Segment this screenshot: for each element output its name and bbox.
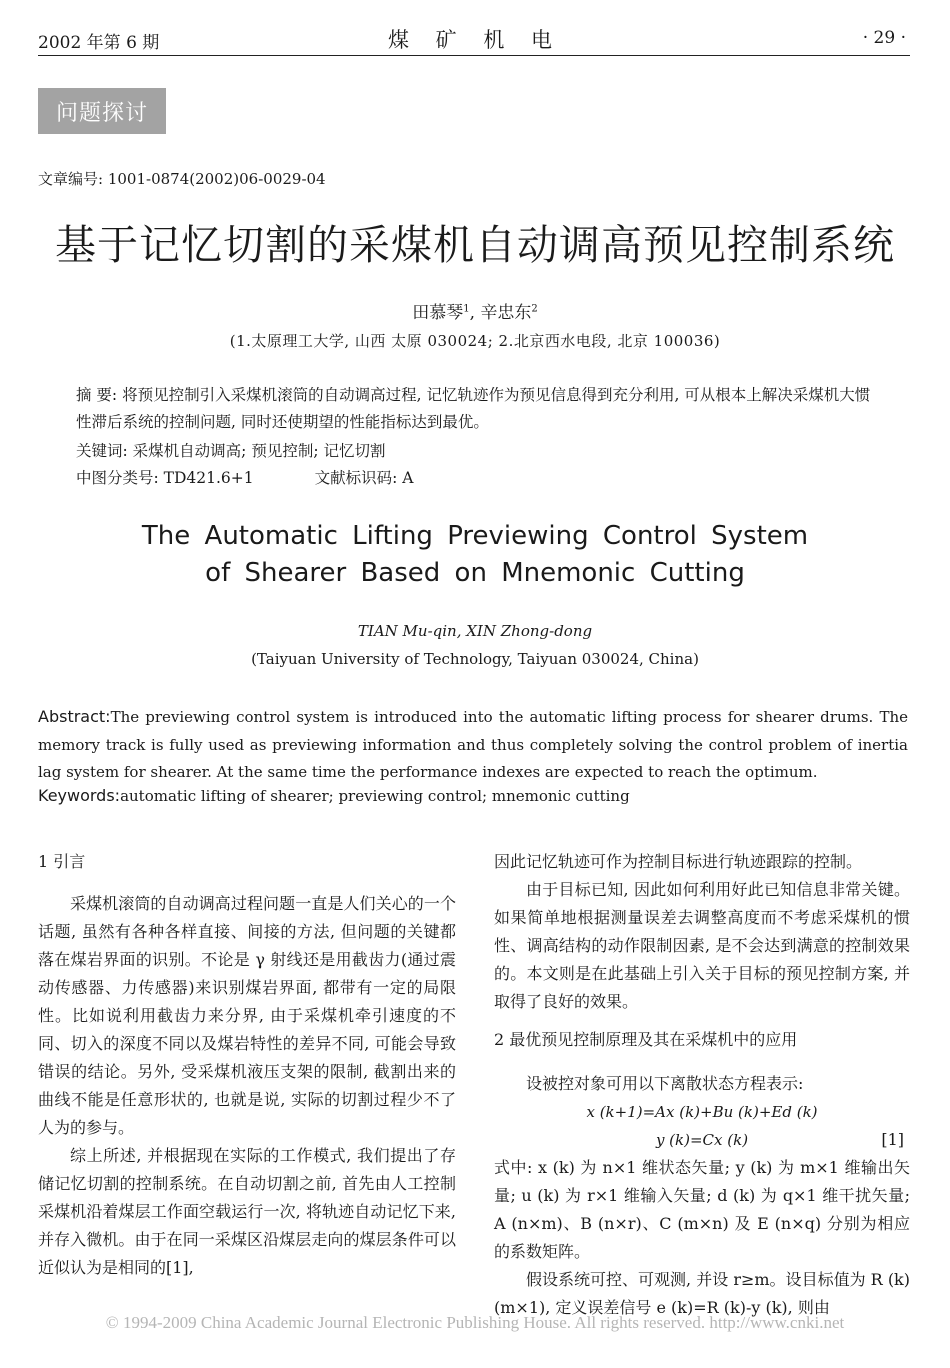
clc-number: 中图分类号: TD421.6+1 bbox=[76, 469, 254, 487]
page-number: · 29 · bbox=[862, 28, 906, 48]
section-1-heading: 1 引言 bbox=[38, 852, 86, 871]
header-rule bbox=[38, 55, 910, 56]
equation-2: y (k)=Cx (k) bbox=[655, 1131, 749, 1149]
author-1-sup: 1 bbox=[463, 303, 470, 315]
right-column bbox=[494, 848, 910, 1322]
affiliation: (1.太原理工大学, 山西 太原 030024; 2.北京西水电段, 北京 100036) bbox=[229, 332, 721, 350]
copyright-footer: © 1994-2009 China Academic Journal Electronic Publishing House. All rights reserved. http://www.cnki.net bbox=[105, 1313, 845, 1332]
keywords-cn-text: 采煤机自动调高; 预见控制; 记忆切割 bbox=[132, 442, 386, 460]
right-para-4: 设被控对象可用以下离散状态方程表示: bbox=[526, 1074, 804, 1093]
right-para-cont: 因此记忆轨迹可作为控制目标进行轨迹跟踪的控制。 bbox=[494, 852, 863, 871]
english-abstract-label: Abstract: bbox=[38, 707, 111, 726]
left-para-1: 采煤机滚筒的自动调高过程问题一直是人们关心的一个话题, 虽然有各种各样直接、间接的方法, 但问题的关键都落在煤岩界面的识别。不论是 γ 射线还是用截齿力(通过震动传感器、力传感器)来识别煤岩界面, 都带有一定的局限性。比如说利用截齿力来分界, 由于采煤机牵引速度的不同、切入的深度不同以及煤岩特性的差异不同, 可能会导致错误的结论。另外, 受采煤机液压支架的限制, 截割出来的曲线不能是任意形状的, 也就是说, 实际的切割过程少不了人为的参与。 bbox=[38, 894, 456, 1137]
author-2-sup: 2 bbox=[531, 303, 538, 315]
document-code: 文献标识码: A bbox=[314, 469, 414, 487]
category-tag: 问题探讨 bbox=[38, 88, 166, 134]
english-affiliation: (Taiyuan University of Technology, Taiyuan 030024, China) bbox=[251, 650, 699, 668]
paper-title: 基于记忆切割的采煤机自动调高预见控制系统 bbox=[55, 221, 895, 269]
english-keywords bbox=[38, 786, 908, 805]
authors bbox=[0, 298, 950, 323]
english-abstract bbox=[38, 703, 908, 787]
abstract-cn bbox=[76, 382, 876, 436]
article-number: 文章编号: 1001-0874(2002)06-0029-04 bbox=[38, 170, 326, 188]
english-abstract-text: The previewing control system is introduced into the automatic lifting process for shearer drums. The memory track is fully used as previewing information and thus completely solving the control problem of inertia lag system for shearer. At the same time the performance indexes are expected to reach the optimum. bbox=[38, 708, 908, 781]
left-para-2: 综上所述, 并根据现在实际的工作模式, 我们提出了存储记忆切割的控制系统。在自动切割之前, 首先由人工控制采煤机沿着煤层工作面空载运行一次, 将轨迹自动记忆下来, 并存入微机。由于在同一采煤区沿煤层走向的煤层条件可以近似认为是相同的[1], bbox=[38, 1146, 456, 1277]
english-keywords-text: automatic lifting of shearer; previewing control; mnemonic cutting bbox=[120, 787, 630, 805]
section-2-heading: 2 最优预见控制原理及其在采煤机中的应用 bbox=[494, 1030, 798, 1049]
english-title-line2: of Shearer Based on Mnemonic Cutting bbox=[205, 558, 745, 588]
author-sep: , bbox=[469, 303, 481, 323]
abstract-cn-text: 将预见控制引入采煤机滚筒的自动调高过程, 记忆轨迹作为预见信息得到充分利用, 可从根本上解决采煤机大惯性滞后系统的控制问题, 同时还使期望的性能指标达到最优。 bbox=[76, 386, 871, 431]
english-keywords-label: Keywords: bbox=[38, 786, 121, 805]
english-title-line1: The Automatic Lifting Previewing Control System bbox=[141, 521, 809, 551]
issue-info: 2002 年第 6 期 bbox=[38, 33, 160, 53]
equation-1: x (k+1)=Ax (k)+Bu (k)+Ed (k) bbox=[586, 1103, 818, 1121]
english-authors: TIAN Mu-qin, XIN Zhong-dong bbox=[357, 622, 593, 640]
right-para-5: 式中: x (k) 为 n×1 维状态矢量; y (k) 为 m×1 维输出矢量; u (k) 为 r×1 维输入矢量; d (k) 为 q×1 维干扰矢量; A (n×m)、B (n×r)、C (m×n) 及 E (n×q) 分别为相应的系数矩阵。 bbox=[494, 1158, 910, 1261]
keywords-cn bbox=[76, 438, 876, 465]
journal-name: 煤 矿 机 电 bbox=[387, 28, 563, 52]
author-1: 田慕琴 bbox=[412, 303, 464, 323]
english-title bbox=[0, 518, 950, 592]
left-column bbox=[38, 848, 456, 1282]
right-para-6: 假设系统可控、可观测, 并设 r≥m。设目标值为 R (k) (m×1), 定义误差信号 e (k)=R (k)-y (k), 则由 bbox=[494, 1270, 910, 1317]
author-2: 辛忠东 bbox=[480, 303, 532, 323]
classification bbox=[76, 465, 876, 492]
right-para-3: 由于目标已知, 因此如何利用好此已知信息非常关键。如果简单地根据测量误差去调整高度而不考虑采煤机的惯性、调高结构的动作限制因素, 是不会达到满意的控制效果的。本文则是在此基础上引入关于目标的预见控制方案, 并取得了良好的效果。 bbox=[494, 880, 910, 1011]
equation-number: [1] bbox=[881, 1130, 904, 1149]
abstract-cn-label: 摘 要: bbox=[76, 386, 118, 404]
keywords-cn-label: 关键词: bbox=[76, 442, 128, 460]
